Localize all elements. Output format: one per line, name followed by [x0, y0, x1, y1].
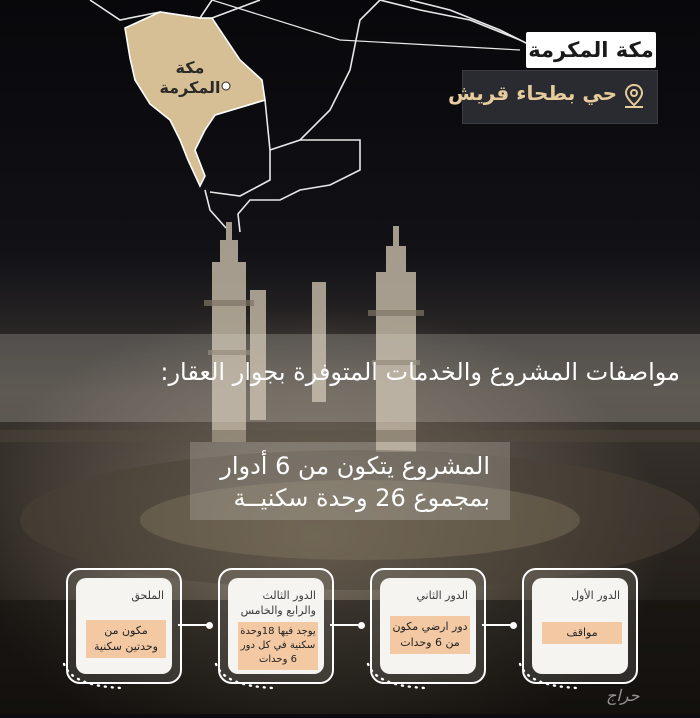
floor-description: يوجد فيها 18وحدة سكنية في كل دور 6 وحدات: [238, 622, 318, 670]
floor-title: الدور الثالث والرابع والخامس: [240, 589, 316, 617]
floor-title: الدور الثاني: [416, 589, 468, 602]
summary-line2: بمجموع 26 وحدة سكنيــة: [233, 484, 490, 512]
project-summary: [190, 442, 510, 520]
floor-title: الدور الأول: [571, 589, 620, 602]
location-pin-icon: [621, 83, 647, 109]
floor-description: مكون من وحدتين سكنية: [86, 620, 166, 658]
makkah-region-shape: [125, 12, 265, 186]
floors-row: [0, 560, 700, 700]
spec-heading-bar: [0, 334, 700, 422]
decorative-dotted-arcs: [0, 560, 700, 700]
floor-description: دور ارضي مكون من 6 وحدات: [390, 616, 470, 654]
map-region-label: [144, 58, 236, 98]
map-label-line2: المكرمة: [159, 78, 221, 97]
spec-heading: مواصفات المشروع والخدمات المتوفرة بجوار العقار:: [160, 358, 680, 386]
floor-title: الملحق: [131, 589, 164, 602]
map-label-line1: مكة: [175, 58, 205, 77]
watermark: حراج: [606, 686, 640, 705]
summary-line1: المشروع يتكون من 6 أدوار: [220, 452, 490, 480]
city-name-box: مكة المكرمة: [526, 32, 656, 68]
floor-description: مواقف: [542, 622, 622, 644]
district-box: [447, 70, 658, 124]
district-name: حي بطحاء قريش: [447, 81, 617, 105]
